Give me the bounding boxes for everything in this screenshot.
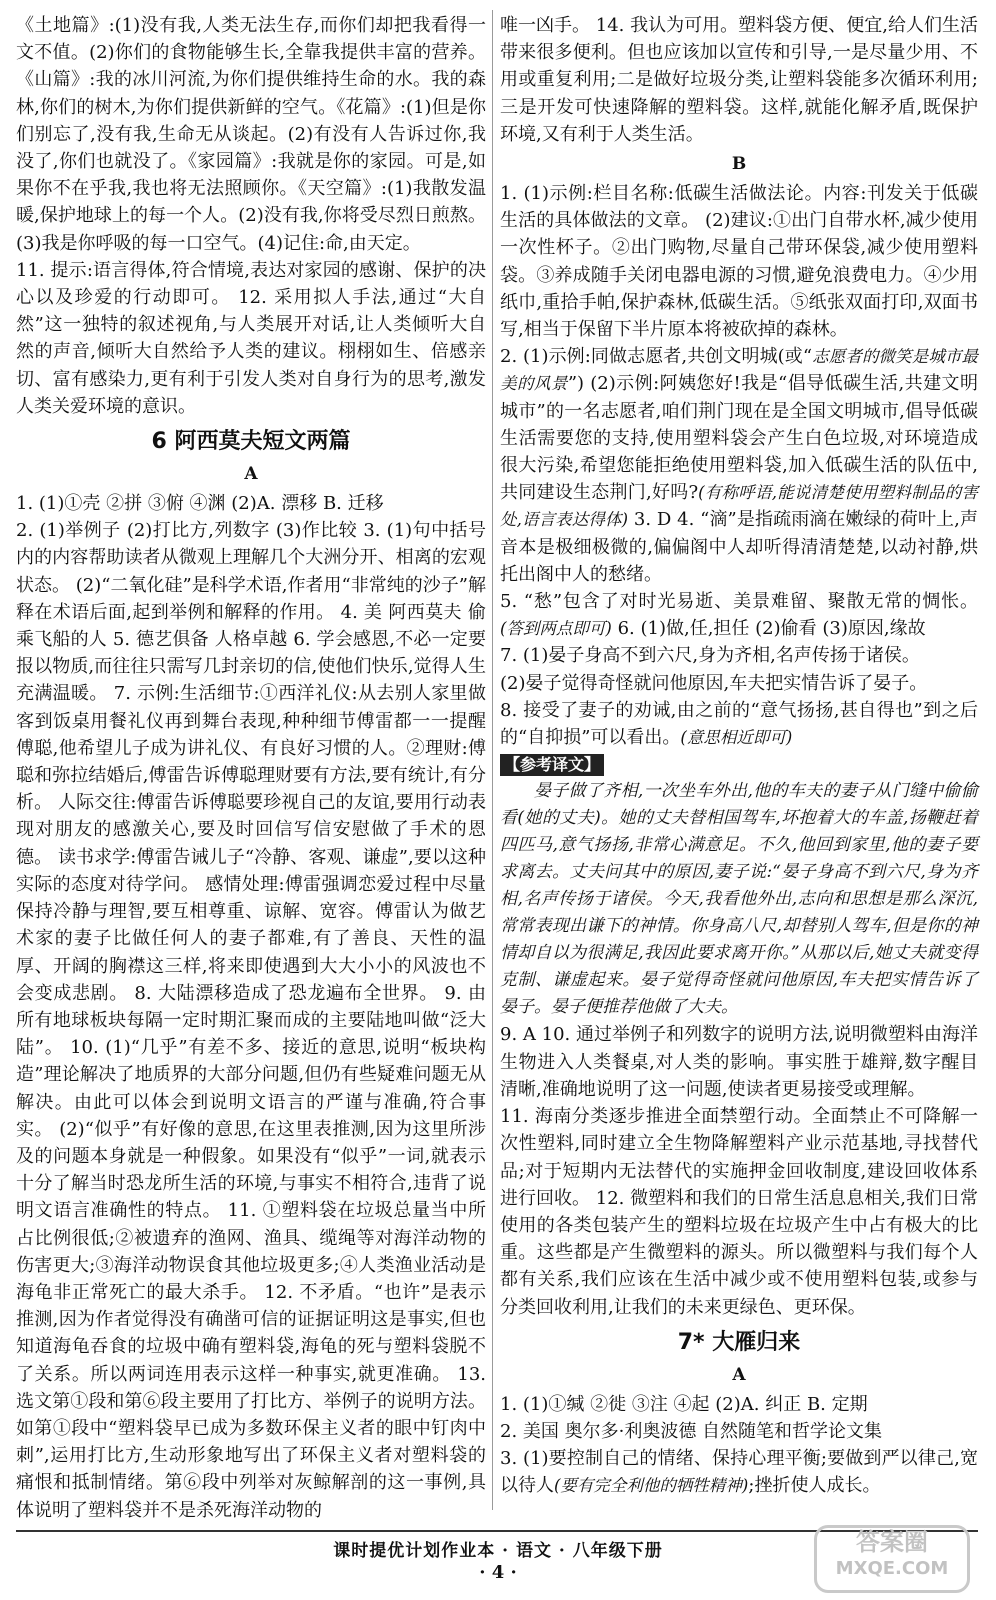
footer-book-title: 课时提优计划作业本 · 语文 · 八年级下册	[333, 1541, 663, 1561]
answer-note: (要有完全利他的牺牲精神)	[554, 1476, 749, 1496]
answer-paragraph	[500, 588, 978, 642]
answer-note: 志愿者的微笑是城市最美的风景	[500, 347, 979, 394]
answer-text: 3. (1)要控制自己的情绪、保持心理平衡;要做到严以律己,宽以待人	[500, 1448, 978, 1497]
subsection-heading: A	[732, 1364, 746, 1385]
watermark-text: 答案圈	[856, 1528, 928, 1556]
answer-text: 8. 接受了妻子的劝诫,由之前的“意气扬扬,甚自得也”到之后的“自抑损”可以看出。	[500, 699, 978, 749]
answer-paragraph: 唯一凶手。 14. 我认为可用。塑料袋方便、便宜,给人们生活带来很多便利。但也应该加以宣传和引导,一是尽量少用、不用或重复利用;二是做好垃圾分类,让塑料袋能多次循环利用;三是开发可快速降解的塑料袋。这样,就能化解矛盾,既保护环境,又有利于人类生活。	[500, 15, 978, 145]
section-title: 6 阿西莫夫短文两篇	[151, 429, 351, 455]
answer-note: (有称呼语,能说清楚使用塑料制品的害处,语言表达得体)	[500, 483, 979, 530]
column-divider	[492, 10, 493, 1510]
answer-paragraph	[500, 1445, 978, 1499]
answer-paragraph: 1. (1)示例:栏目名称:低碳生活做法论。内容:刊发关于低碳生活的具体做法的文章。 (2)建议:①出门自带水杯,减少使用一次性杯子。②出门购物,尽量自己带环保袋,减少使用塑料袋。③养成随手关闭电器电源的习惯,避免浪费电力。④少用纸巾,重拾手帕,保护森林,低碳生活。⑤纸张双面打印,双面书写,相当于保留下半片原本将被砍掉的森林。	[500, 183, 978, 341]
answer-paragraph	[500, 343, 978, 588]
subsection-heading: B	[731, 154, 747, 175]
answer-text: 5. “愁”包含了对时光易逝、美景难留、聚散无常的惆怅。	[500, 591, 978, 613]
section-title: 7* 大雁归来	[677, 1329, 801, 1355]
answer-text: 2. (1)示例:同做志愿者,共创文明城(或“	[500, 346, 813, 368]
answer-paragraph	[500, 697, 978, 751]
answer-paragraph: 11. 提示:语言得体,符合情境,表达对家园的感谢、保护的决心以及珍爱的行动即可。 12. 采用拟人手法,通过“大自然”这一独特的叙述视角,与人类展开对话,让人类倾听大自然的声音,倾听大自然给予人类的建议。栩栩如生、倍感亲切、富有感染力,更有利于引发人类对自身行为的思考,激发人类关爱环境的意识。	[16, 259, 486, 417]
answer-paragraph: 11. 海南分类逐步推进全面禁塑行动。全面禁止不可降解一次性塑料,同时建立全生物降解塑料产业示范基地,寻找替代品;对于短期内无法替代的实施押金回收制度,建设回收体系进行回收。 12. 微塑料和我们的日常生活息息相关,我们日常使用的各类包装产生的塑料垃圾在垃圾产生中占有极大的比重。这些都是产生微塑料的源头。所以微塑料与我们每个人都有关系,我们应该在生活中减少或不使用塑料包装,或参与分类回收利用,让我们的未来更绿色、更环保。	[500, 1106, 978, 1318]
subsection-heading: A	[244, 464, 258, 485]
watermark-logo	[814, 1525, 970, 1593]
answer-text: ”) (2)示例:阿姨您好!我是“倡导低碳生活,共建文明城市”的一名志愿者,咱们荆门现在是全国文明城市,倡导低碳生活需要您的支持,使用塑料袋会产生白色垃圾,对环境造成很大污染,希望您能拒绝使用塑料袋,加入低碳生活的队伍中,共同建设生态荆门,好吗?	[500, 373, 978, 504]
answer-paragraph: 9. A 10. 通过举例子和列数字的说明方法,说明微塑料由海洋生物进入人类餐桌,对人类的影响。事实胜于雄辩,数字醒目清晰,准确地说明了这一问题,使读者更易接受或理解。	[500, 1024, 978, 1100]
answer-text: 6. (1)做,任,担任 (2)偷看 (3)原因,缘故	[611, 618, 926, 640]
answer-paragraph: (2)晏子觉得奇怪就问他原因,车夫把实情告诉了晏子。	[500, 672, 928, 694]
answer-paragraph: 7. (1)晏子身高不到六尺,身为齐相,名声传扬于诸侯。	[500, 645, 920, 667]
answer-text: ;挫折使人成长。	[748, 1475, 881, 1497]
answer-paragraph: 1. (1)①壳 ②拼 ③俯 ④渊 (2)A. 漂移 B. 迁移	[16, 493, 384, 515]
page-number: · 4 ·	[479, 1562, 517, 1583]
answer-paragraph: 2. 美国 奥尔多·利奥波德 自然随笔和哲学论文集	[500, 1420, 883, 1442]
answer-paragraph: 1. (1)①缄 ②徙 ③注 ④起 (2)A. 纠正 B. 定期	[500, 1393, 868, 1415]
right-column	[500, 12, 978, 1500]
answer-paragraph: 2. (1)举例子 (2)打比方,列数字 (3)作比较 3. (1)句中括号内的内容帮助读者从微观上理解几个大洲分开、相离的宏观状态。 (2)“二氧化硅”是科学术语,作者用“非常纯的沙子”解释在术语后面,起到举例和解释的作用。 4. 美 阿西莫夫 偷乘飞船的人 5. 德艺俱备 人格卓越 6. 学会感恩,不必一定要报以物质,而往往只需写几封亲切的信,使他们快乐,觉得人生充满温暖。 7. 示例:生活细节:①西洋礼仪:从去别人家里做客到饭桌用餐礼仪再到舞台表现,种种细节傅雷都一一提醒傅聪,他希望儿子成为讲礼仪、有良好习惯的人。②理财:傅聪和弥拉结婚后,傅雷告诉傅聪理财要有方法,要有统计,有分析。 人际交往:傅雷告诉傅聪要珍视自己的友谊,要用行动表现对朋友的感激关心,要及时回信写信安慰做了手术的恩德。 读书求学:傅雷告诫儿子“冷静、客观、谦虚”,要以这种实际的态度对待学问。 感情处理:傅雷强调恋爱过程中尽量保持冷静与理智,要互相尊重、谅解、宽容。傅雷认为做艺术家的妻子比做任何人的妻子都难,有了善良、天性的温厚、开阔的胸襟这三样,将来即使遇到大大小小的风波也不会变成悲剧。 8. 大陆漂移造成了恐龙遍布全世界。 9. 由所有地球板块每隔一定时期汇聚而成的主要陆地叫做“泛大陆”。 10. (1)“几乎”有差不多、接近的意思,说明“板块构造”理论解决了地质界的大部分问题,但仍有些疑难问题无从解决。由此可以体会到说明文语言的严谨与准确,符合事实。 (2)“似乎”有好像的意思,在这里表推测,因为这里所涉及的问题本身就是一种假象。如果没有“似乎”一词,就表示十分了解当时恐龙所生活的环境,与事实不相符合,违背了说明文语言准确性的特点。 11. ①塑料袋在垃圾总量当中所占比例很低;②被遗弃的渔网、渔具、缆绳等对海洋动物的伤害更大;③海洋动物误食其他垃圾更多;④人类渔业活动是海龟非正常死亡的最大杀手。 12. 不矛盾。“也许”是表示推测,因为作者觉得没有确凿可信的证据证明这是事实,但也知道海龟吞食的垃圾中确有塑料袋,海龟的死与塑料袋脱不了关系。所以两词连用表示这样一种事实,就更准确。 13. 选文第①段和第⑥段主要用了打比方、举例子的说明方法。如第①段中“塑料袋早已成为多数环保主义者的眼中钉肉中刺”,运用打比方,生动形象地写出了环保主义者对塑料袋的痛恨和抵制情绪。第⑥段中列举对灰鲸解剖的这一事例,具体说明了塑料袋并不是杀死海洋动物的	[16, 520, 486, 1521]
left-column	[16, 12, 486, 1524]
reference-translation-label: 【参考译文】	[500, 754, 604, 776]
answer-text: 3. D 4. “滴”是指疏雨滴在嫩绿的荷叶上,声音本是极细极微的,偏偏阁中人却听得清清楚楚,以动衬静,烘托出阁中人的愁绪。	[500, 509, 978, 585]
watermark-url: MXQE.COM	[835, 1558, 949, 1579]
reference-translation-label-row	[500, 751, 978, 778]
answer-note: (答到两点即可)	[500, 619, 612, 639]
answer-paragraph: 《土地篇》:(1)没有我,人类无法生存,而你们却把我看得一文不值。(2)你们的食物能够生长,全靠我提供丰富的营养。《山篇》:我的冰川河流,为你们提供维持生命的水。我的森林,你们的树木,为你们提供新鲜的空气。《花篇》:(1)但是你们别忘了,没有我,生命无从谈起。(2)有没有人告诉过你,我没了,你们也就没了。《家园篇》:我就是你的家园。可是,如果你不在乎我,我也将无法照顾你。《天空篇》:(1)我散发温暖,保护地球上的每一个人。(2)没有我,你将受尽烈日煎熬。(3)我是你呼吸的每一口空气。(4)记住:命,由天定。	[16, 15, 486, 254]
answer-note: (意思相近即可)	[680, 728, 793, 748]
reference-translation: 晏子做了齐相,一次坐车外出,他的车夫的妻子从门缝中偷偷看(她的丈夫)。她的丈夫替相国驾车,坏抱着大的车盖,扬鞭赶着四匹马,意气扬扬,非常心满意足。不久,他回到家里,他的妻子要求离去。丈夫问其中的原因,妻子说:“晏子身高不到六尺,身为齐相,名声传扬于诸侯。今天,我看他外出,志向和思想是那么深沉,常常表现出谦下的神情。你身高八尺,却替别人驾车,但是你的神情却自以为很满足,我因此要求离开你。”从那以后,她丈夫就变得克制、谦虚起来。晏子觉得奇怪就问他原因,车夫把实情告诉了晏子。晏子便推荐他做了大夫。	[500, 781, 978, 1018]
